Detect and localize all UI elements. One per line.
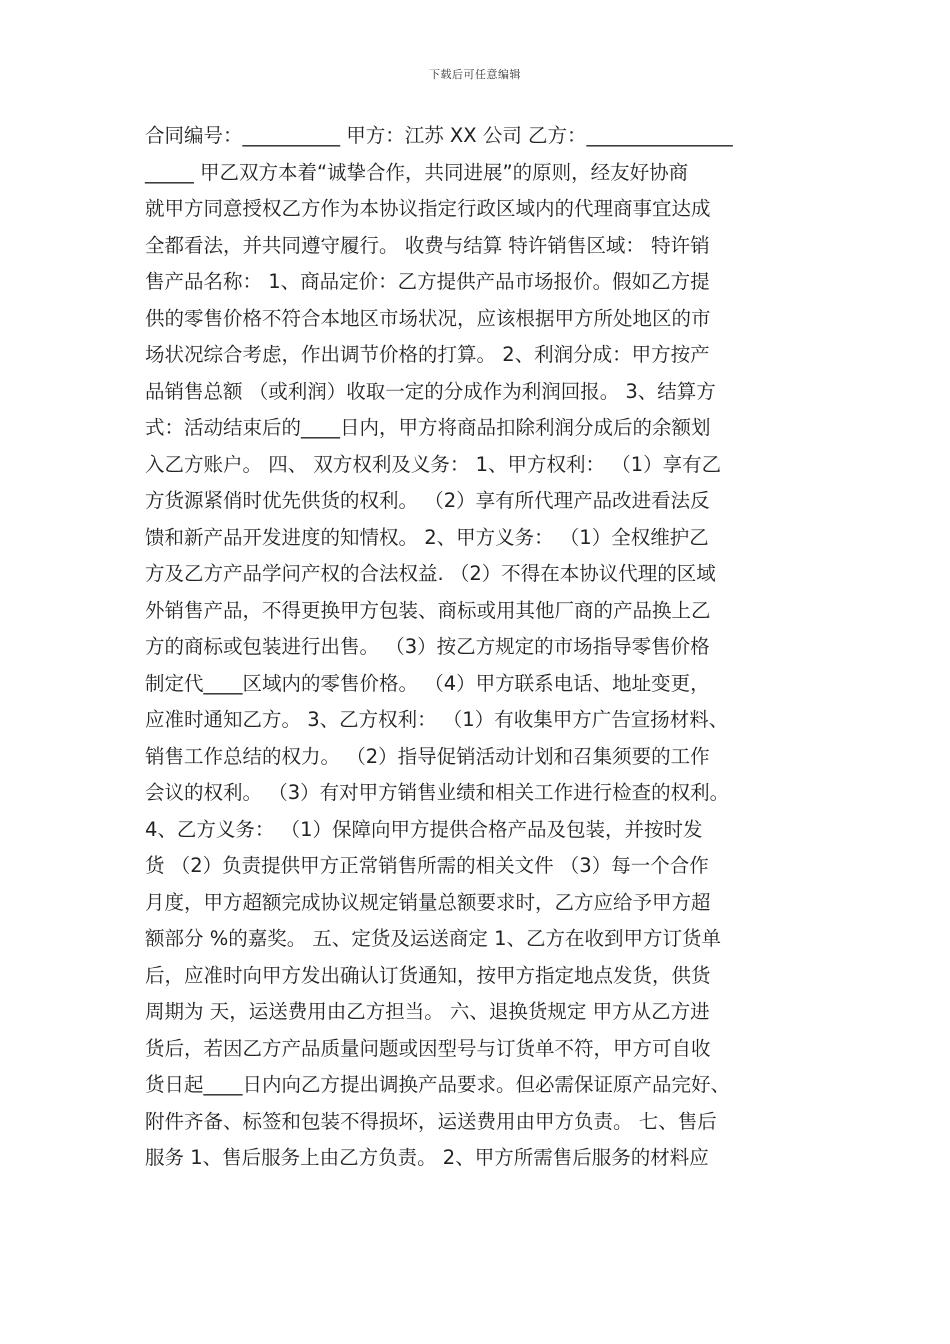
text-line: 月度，甲方超额完成协议规定销量总额要求时，乙方应给予甲方超 <box>145 890 711 914</box>
text-line: 售产品名称： 1、商品定价：乙方提供产品市场报价。假如乙方提 <box>145 270 710 293</box>
text-line: 供的零售价格不符合本地区市场状况，应该根据甲方所处地区的市 <box>145 306 711 330</box>
text-line: 4、乙方义务： （1）保障向甲方提供合格产品及包装，并按时发 <box>145 817 703 841</box>
text-line: 入乙方账户。 四、 双方权利及义务： 1、甲方权利： （1）享有乙 <box>145 452 722 476</box>
text-line: 附件齐备、标签和包装不得损坏，运送费用由甲方负责。 七、售后 <box>145 1109 717 1133</box>
text-line: 后，应准时向甲方发出确认订货通知，按甲方指定地点发货，供货 <box>145 963 711 987</box>
text-line: 外销售产品，不得更换甲方包装、商标或用其他厂商的产品换上乙 <box>145 598 711 622</box>
text-line: 货日起____日内向乙方提出调换产品要求。但必需保证原产品完好、 <box>145 1073 731 1096</box>
text-line: 服务 1、售后服务上由乙方负责。 2、甲方所需售后服务的材料应 <box>145 1146 709 1169</box>
text-line: 馈和新产品开发进度的知情权。 2、甲方义务： （1）全权维护乙 <box>145 525 709 549</box>
text-line: _____ 甲乙双方本着“诚挚合作，共同进展”的原则，经友好协商 <box>145 160 689 184</box>
text-line: 货后，若因乙方产品质量问题或因型号与订货单不符，甲方可自收 <box>145 1036 711 1060</box>
text-line: 额部分 %的嘉奖。 五、定货及运送商定 1、乙方在收到甲方订货单 <box>145 927 722 950</box>
text-line: 货 （2）负责提供甲方正常销售所需的相关文件 （3）每一个合作 <box>145 854 709 877</box>
text-line: 场状况综合考虑，作出调节价格的打算。 2、利润分成：甲方按产 <box>145 343 710 366</box>
text-line: 方货源紧俏时优先供货的权利。 （2）享有所代理产品改进看法反 <box>145 489 710 512</box>
text-line: 应准时通知乙方。 3、乙方权利： （1）有收集甲方广告宣扬材料、 <box>145 708 729 731</box>
text-line: 周期为 天，运送费用由乙方担当。 六、退换货规定 甲方从乙方进 <box>145 1000 710 1023</box>
text-line: 品销售总额 （或利润）收取一定的分成作为利润回报。 3、结算方 <box>145 379 716 403</box>
contract-body <box>145 118 807 1177</box>
page-header: 下载后可任意编辑 <box>429 68 521 81</box>
text-line: 就甲方同意授权乙方作为本协议指定行政区域内的代理商事宜达成 <box>145 197 711 220</box>
text-line: 方及乙方产品学问产权的合法权益. （2）不得在本协议代理的区域 <box>145 562 716 585</box>
text-line: 式：活动结束后的____日内，甲方将商品扣除利润分成后的余额划 <box>145 416 711 439</box>
text-line: 方的商标或包装进行出售。 （3）按乙方规定的市场指导零售价格 <box>145 635 710 658</box>
text-line: 销售工作总结的权力。 （2）指导促销活动计划和召集须要的工作 <box>145 744 710 768</box>
text-line: 合同编号：__________ 甲方：江苏 XX 公司 乙方：_______________ <box>145 124 733 147</box>
text-line: 全都看法，并共同遵守履行。 收费与结算 特许销售区域： 特许销 <box>145 233 710 257</box>
text-line: 会议的权利。 （3）有对甲方销售业绩和相关工作进行检查的权利。 <box>145 781 730 804</box>
text-line: 制定代____区域内的零售价格。 （4）甲方联系电话、地址变更， <box>145 671 710 695</box>
